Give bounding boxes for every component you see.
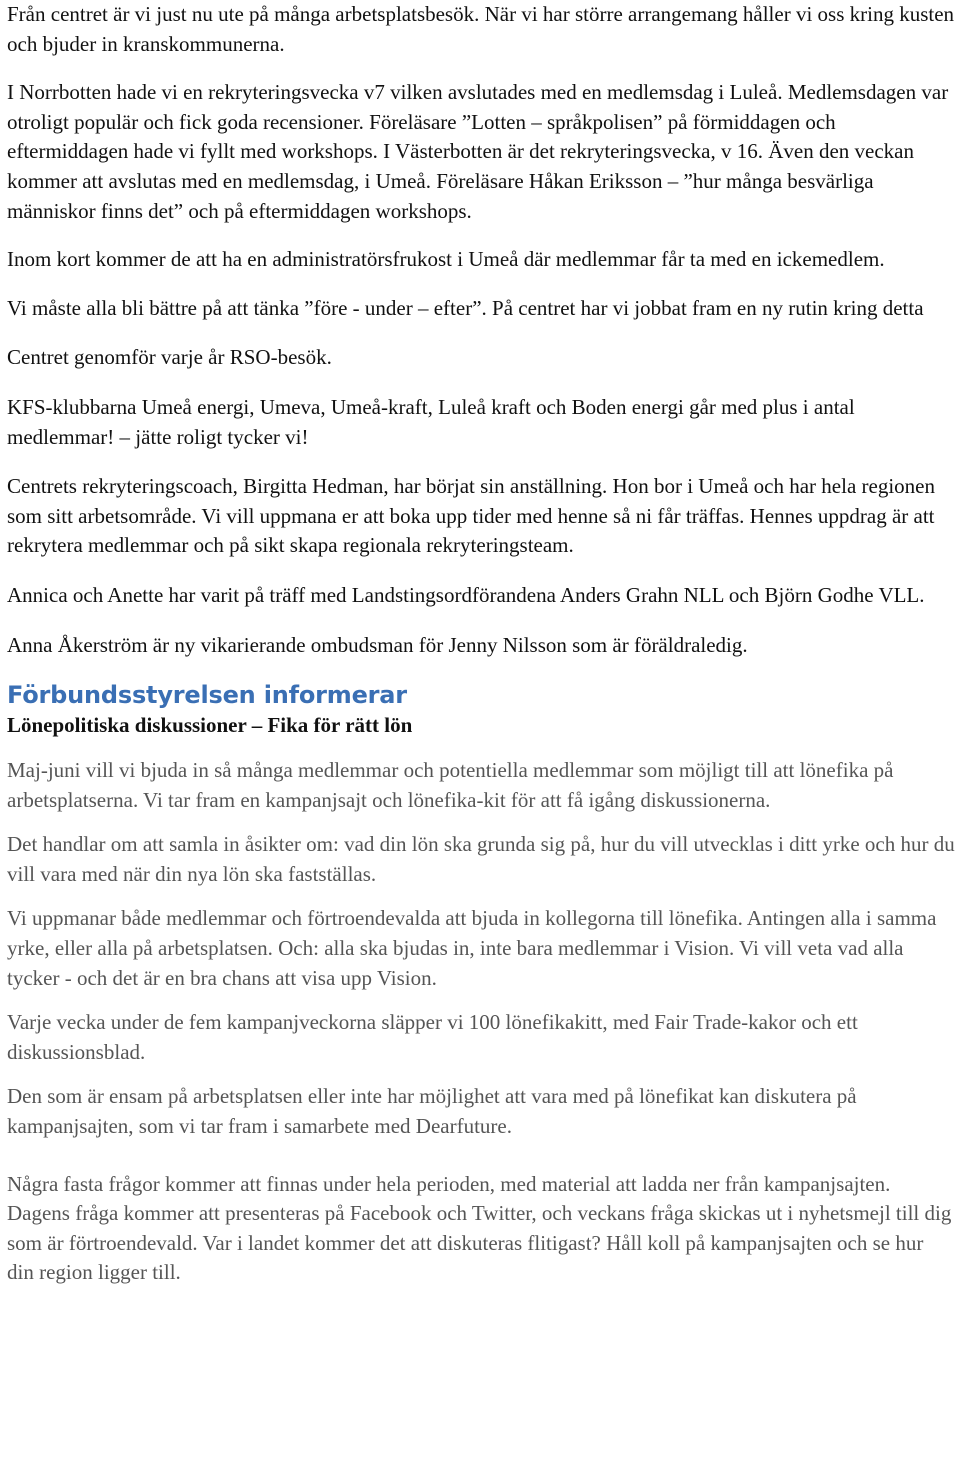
paragraph-uppmanar: Vi uppmanar både medlemmar och förtroendevalda att bjuda in kollegorna till lönefika. Antingen alla i samma yrke, eller alla på arbetsplatsen. Och: alla ska bjudas in, inte bara medlemmar i Vision. Vi vill veta vad alla tycker - och det är en bra chans att visa upp Vision. xyxy=(7,906,937,990)
paragraph-administratorsfrukost: Inom kort kommer de att ha en administratörsfrukost i Umeå där medlemmar får ta med en ickemedlem. xyxy=(7,247,885,272)
document-page xyxy=(7,0,955,1288)
paragraph-rekryteringscoach: Centrets rekryteringscoach, Birgitta Hedman, har börjat sin anställning. Hon bor i Umeå och har hela regionen som sitt arbetsområde. Vi vill uppmana er att boka upp tider med henne så ni får träffas. Hennes uppdrag är att rekrytera medlemmar och på sikt skapa regionala rekryteringsteam. xyxy=(7,474,935,558)
section-subheading: Lönepolitiska diskussioner – Fika för rätt lön xyxy=(7,713,413,738)
paragraph-kampanjsajten: Den som är ensam på arbetsplatsen eller inte har möjlighet att vara med på lönefikat kan diskutera på kampanjsajten, som vi tar fram i samarbete med Dearfuture. xyxy=(7,1084,857,1139)
paragraph-asikter: Det handlar om att samla in åsikter om: vad din lön ska grunda sig på, hur du vill utvecklas i ditt yrke och hur du vill vara med när din nya lön ska fastställas. xyxy=(7,832,955,886)
paragraph-rso-besok: Centret genomför varje år RSO-besök. xyxy=(7,345,332,370)
paragraph-lonefikakitt: Varje vecka under de fem kampanjveckorna släpper vi 100 lönefikakitt, med Fair Trade-kakor och ett diskussionsblad. xyxy=(7,1010,858,1064)
paragraph-kfs-klubbarna: KFS-klubbarna Umeå energi, Umeva, Umeå-kraft, Luleå kraft och Boden energi går med plus i antal medlemmar! – jätte roligt tycker vi! xyxy=(7,394,855,449)
paragraph-fasta-fragor: Några fasta frågor kommer att finnas under hela perioden, med material att ladda ner från kampanjsajten. Dagens fråga kommer att presenteras på Facebook och Twitter, och veckans fråga skickas ut i nyhetsmejl till dig som är förtroendevald. Var i landet kommer det att diskuteras flitigast? Håll koll på kampanjsajten och se hur din region ligger till. xyxy=(7,1171,952,1285)
paragraph-landstingsordforandena: Annica och Anette har varit på träff med Landstingsordförandena Anders Grahn NLL och Björn Godhe VLL. xyxy=(7,582,925,607)
section-heading: Förbundsstyrelsen informerar xyxy=(7,681,407,710)
paragraph-fore-under-efter: Vi måste alla bli bättre på att tänka ”före - under – efter”. På centret har vi jobbat fram en ny rutin kring detta xyxy=(7,295,924,320)
paragraph-lonefika-intro: Maj-juni vill vi bjuda in så många medlemmar och potentiella medlemmar som möjligt till att lönefika på arbetsplatserna. Vi tar fram en kampanjsajt och lönefika-kit för att få igång diskussionerna. xyxy=(7,758,894,812)
paragraph-vikarierande-ombudsman: Anna Åkerström är ny vikarierande ombudsman för Jenny Nilsson som är föräldraledig. xyxy=(7,632,748,657)
paragraph-centret-besok: Från centret är vi just nu ute på många arbetsplatsbesök. När vi har större arrangemang håller vi oss kring kusten och bjuder in kranskommunerna. xyxy=(7,2,955,56)
paragraph-rekryteringsvecka: I Norrbotten hade vi en rekryteringsvecka v7 vilken avslutades med en medlemsdag i Luleå. Medlemsdagen var otroligt populär och fick goda recensioner. Föreläsare ”Lotten – språkpolisen” på förmiddagen och eftermiddagen hade vi fyllt med workshops. I Västerbotten är det rekryteringsvecka, v 16. Även den veckan kommer att avslutas med en medlemsdag, i Umeå. Föreläsare Håkan Eriksson – ”hur många besvärliga människor finns det” och på eftermiddagen workshops. xyxy=(7,80,949,223)
